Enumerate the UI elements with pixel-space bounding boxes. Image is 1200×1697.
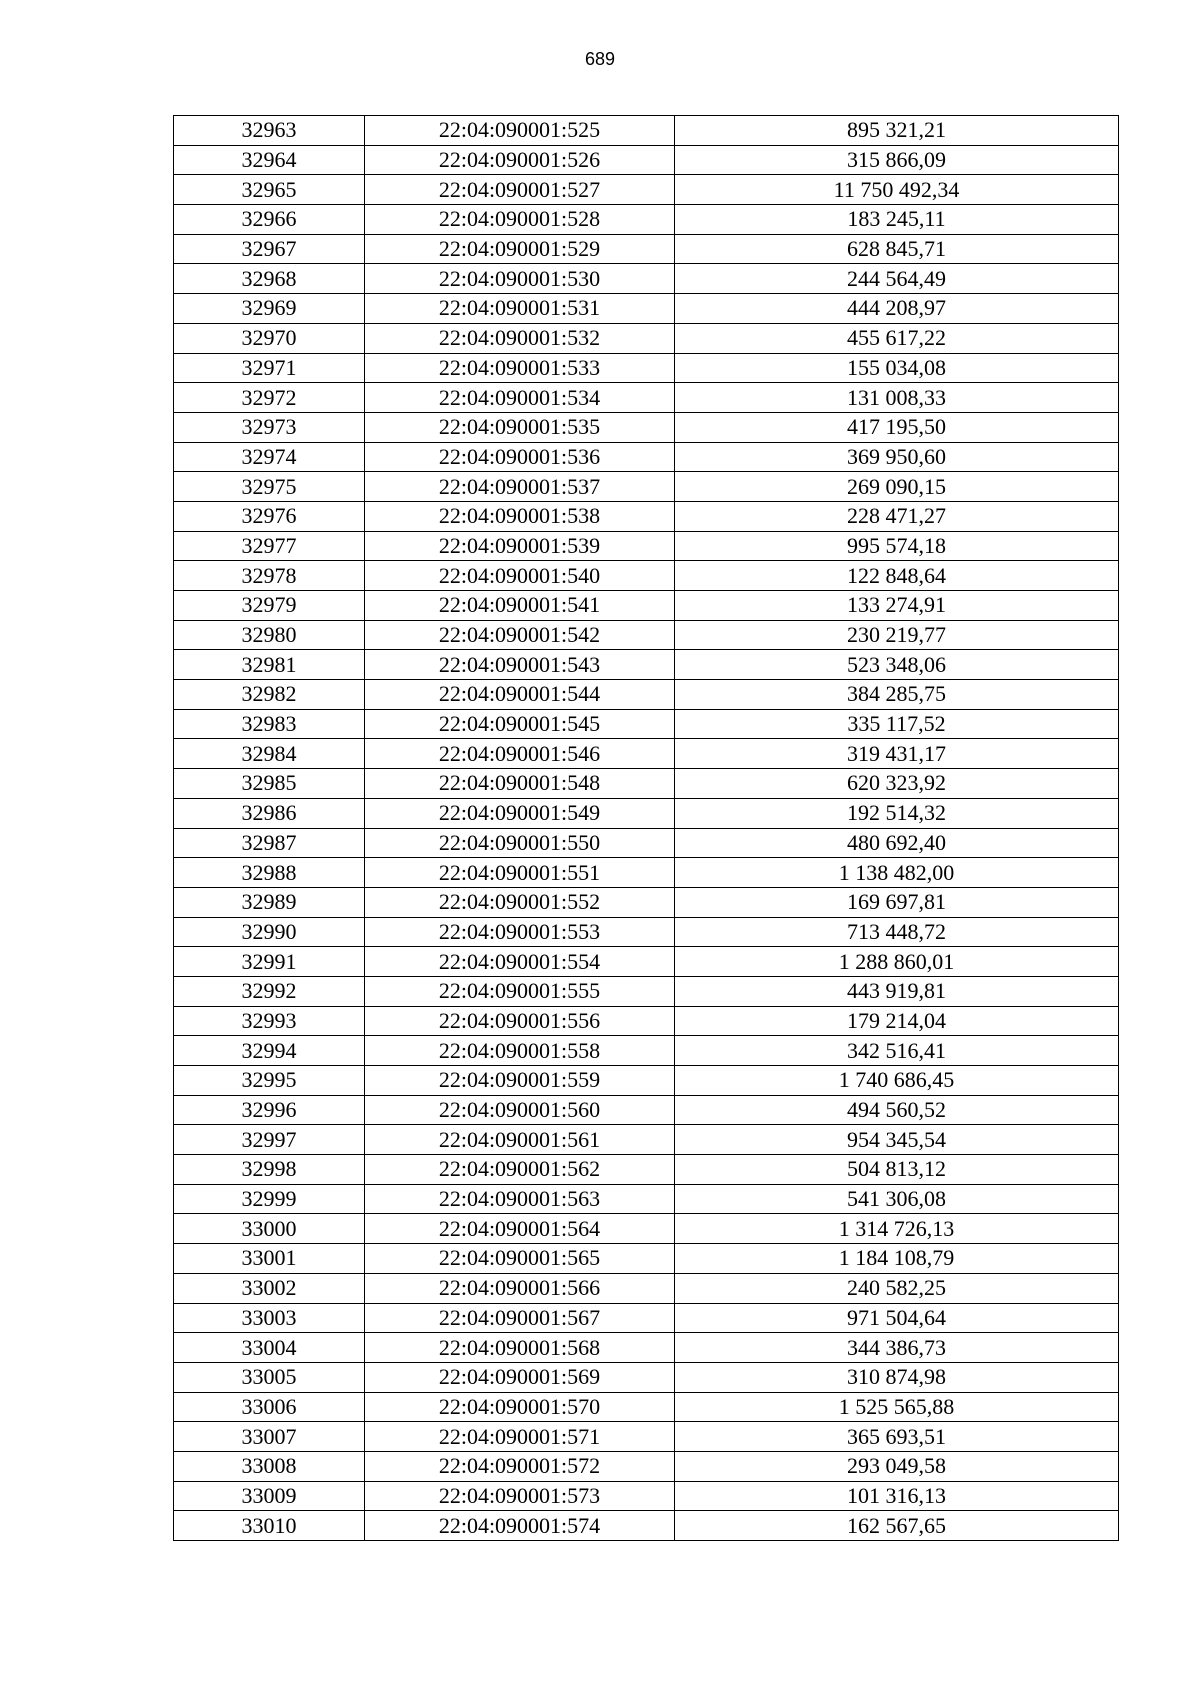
row-number-cell: 32973 (174, 412, 365, 442)
table-row (174, 531, 1119, 561)
table-row (174, 234, 1119, 264)
cadastral-number-cell: 22:04:090001:566 (365, 1273, 675, 1303)
row-number-cell: 32975 (174, 472, 365, 502)
table-row (174, 1036, 1119, 1066)
table-row (174, 1511, 1119, 1541)
cadastral-number-cell: 22:04:090001:529 (365, 234, 675, 264)
row-number-cell: 32978 (174, 561, 365, 591)
row-number-cell: 32996 (174, 1095, 365, 1125)
table-row (174, 947, 1119, 977)
cadastral-number-cell: 22:04:090001:573 (365, 1481, 675, 1511)
table-row (174, 769, 1119, 799)
value-cell: 122 848,64 (675, 561, 1119, 591)
table-row (174, 1392, 1119, 1422)
row-number-cell: 33010 (174, 1511, 365, 1541)
row-number-cell: 32990 (174, 917, 365, 947)
row-number-cell: 32983 (174, 709, 365, 739)
row-number-cell: 32995 (174, 1066, 365, 1096)
value-cell: 541 306,08 (675, 1184, 1119, 1214)
value-cell: 971 504,64 (675, 1303, 1119, 1333)
table-row (174, 591, 1119, 621)
cadastral-number-cell: 22:04:090001:528 (365, 205, 675, 235)
cadastral-number-cell: 22:04:090001:562 (365, 1155, 675, 1185)
table-row (174, 145, 1119, 175)
value-cell: 344 386,73 (675, 1333, 1119, 1363)
row-number-cell: 33007 (174, 1422, 365, 1452)
row-number-cell: 33001 (174, 1244, 365, 1274)
table-row (174, 739, 1119, 769)
cadastral-number-cell: 22:04:090001:530 (365, 264, 675, 294)
row-number-cell: 33004 (174, 1333, 365, 1363)
value-cell: 480 692,40 (675, 828, 1119, 858)
cadastral-number-cell: 22:04:090001:572 (365, 1451, 675, 1481)
cadastral-number-cell: 22:04:090001:559 (365, 1066, 675, 1096)
cadastral-number-cell: 22:04:090001:540 (365, 561, 675, 591)
table-row (174, 798, 1119, 828)
table-row (174, 383, 1119, 413)
value-cell: 523 348,06 (675, 650, 1119, 680)
table-row (174, 472, 1119, 502)
cadastral-number-cell: 22:04:090001:574 (365, 1511, 675, 1541)
row-number-cell: 32969 (174, 294, 365, 324)
row-number-cell: 32970 (174, 323, 365, 353)
cadastral-number-cell: 22:04:090001:567 (365, 1303, 675, 1333)
table-row (174, 858, 1119, 888)
value-cell: 444 208,97 (675, 294, 1119, 324)
table-row (174, 1066, 1119, 1096)
value-cell: 1 314 726,13 (675, 1214, 1119, 1244)
table-row (174, 709, 1119, 739)
cadastral-number-cell: 22:04:090001:569 (365, 1362, 675, 1392)
table-row (174, 1481, 1119, 1511)
table-row (174, 1451, 1119, 1481)
row-number-cell: 33008 (174, 1451, 365, 1481)
cadastral-number-cell: 22:04:090001:542 (365, 620, 675, 650)
value-cell: 315 866,09 (675, 145, 1119, 175)
value-cell: 269 090,15 (675, 472, 1119, 502)
table-row (174, 828, 1119, 858)
table-row (174, 353, 1119, 383)
table-row (174, 1095, 1119, 1125)
value-cell: 155 034,08 (675, 353, 1119, 383)
cadastral-number-cell: 22:04:090001:545 (365, 709, 675, 739)
row-number-cell: 32991 (174, 947, 365, 977)
value-cell: 895 321,21 (675, 116, 1119, 146)
row-number-cell: 32985 (174, 769, 365, 799)
registry-table-body (174, 116, 1119, 1541)
value-cell: 192 514,32 (675, 798, 1119, 828)
row-number-cell: 33009 (174, 1481, 365, 1511)
cadastral-number-cell: 22:04:090001:551 (365, 858, 675, 888)
table-row (174, 501, 1119, 531)
cadastral-number-cell: 22:04:090001:561 (365, 1125, 675, 1155)
table-row (174, 887, 1119, 917)
table-row (174, 264, 1119, 294)
cadastral-number-cell: 22:04:090001:546 (365, 739, 675, 769)
row-number-cell: 32963 (174, 116, 365, 146)
value-cell: 335 117,52 (675, 709, 1119, 739)
value-cell: 310 874,98 (675, 1362, 1119, 1392)
table-row (174, 323, 1119, 353)
cadastral-number-cell: 22:04:090001:533 (365, 353, 675, 383)
row-number-cell: 32979 (174, 591, 365, 621)
value-cell: 179 214,04 (675, 1006, 1119, 1036)
value-cell: 319 431,17 (675, 739, 1119, 769)
table-row (174, 561, 1119, 591)
cadastral-number-cell: 22:04:090001:531 (365, 294, 675, 324)
cadastral-number-cell: 22:04:090001:556 (365, 1006, 675, 1036)
cadastral-number-cell: 22:04:090001:525 (365, 116, 675, 146)
row-number-cell: 32987 (174, 828, 365, 858)
row-number-cell: 32998 (174, 1155, 365, 1185)
table-row (174, 1244, 1119, 1274)
value-cell: 494 560,52 (675, 1095, 1119, 1125)
row-number-cell: 32966 (174, 205, 365, 235)
row-number-cell: 33000 (174, 1214, 365, 1244)
table-row (174, 1303, 1119, 1333)
cadastral-number-cell: 22:04:090001:537 (365, 472, 675, 502)
cadastral-number-cell: 22:04:090001:544 (365, 680, 675, 710)
value-cell: 228 471,27 (675, 501, 1119, 531)
cadastral-number-cell: 22:04:090001:554 (365, 947, 675, 977)
value-cell: 342 516,41 (675, 1036, 1119, 1066)
value-cell: 240 582,25 (675, 1273, 1119, 1303)
cadastral-number-cell: 22:04:090001:563 (365, 1184, 675, 1214)
value-cell: 133 274,91 (675, 591, 1119, 621)
value-cell: 11 750 492,34 (675, 175, 1119, 205)
table-row (174, 1184, 1119, 1214)
row-number-cell: 33006 (174, 1392, 365, 1422)
cadastral-number-cell: 22:04:090001:549 (365, 798, 675, 828)
row-number-cell: 32972 (174, 383, 365, 413)
cadastral-number-cell: 22:04:090001:550 (365, 828, 675, 858)
row-number-cell: 32989 (174, 887, 365, 917)
table-row (174, 680, 1119, 710)
table-row (174, 1273, 1119, 1303)
cadastral-number-cell: 22:04:090001:570 (365, 1392, 675, 1422)
value-cell: 1 138 482,00 (675, 858, 1119, 888)
table-row (174, 116, 1119, 146)
table-row (174, 1006, 1119, 1036)
value-cell: 620 323,92 (675, 769, 1119, 799)
value-cell: 365 693,51 (675, 1422, 1119, 1452)
row-number-cell: 32967 (174, 234, 365, 264)
cadastral-number-cell: 22:04:090001:536 (365, 442, 675, 472)
table-row (174, 175, 1119, 205)
value-cell: 101 316,13 (675, 1481, 1119, 1511)
value-cell: 183 245,11 (675, 205, 1119, 235)
cadastral-number-cell: 22:04:090001:552 (365, 887, 675, 917)
cadastral-number-cell: 22:04:090001:558 (365, 1036, 675, 1066)
value-cell: 293 049,58 (675, 1451, 1119, 1481)
cadastral-number-cell: 22:04:090001:543 (365, 650, 675, 680)
row-number-cell: 32988 (174, 858, 365, 888)
row-number-cell: 32994 (174, 1036, 365, 1066)
table-row (174, 620, 1119, 650)
row-number-cell: 32993 (174, 1006, 365, 1036)
cadastral-number-cell: 22:04:090001:526 (365, 145, 675, 175)
table-row (174, 1125, 1119, 1155)
value-cell: 1 184 108,79 (675, 1244, 1119, 1274)
cadastral-number-cell: 22:04:090001:541 (365, 591, 675, 621)
table-row (174, 1155, 1119, 1185)
cadastral-number-cell: 22:04:090001:534 (365, 383, 675, 413)
row-number-cell: 32999 (174, 1184, 365, 1214)
cadastral-number-cell: 22:04:090001:535 (365, 412, 675, 442)
value-cell: 504 813,12 (675, 1155, 1119, 1185)
row-number-cell: 32980 (174, 620, 365, 650)
table-row (174, 1333, 1119, 1363)
value-cell: 131 008,33 (675, 383, 1119, 413)
value-cell: 713 448,72 (675, 917, 1119, 947)
cadastral-number-cell: 22:04:090001:571 (365, 1422, 675, 1452)
table-row (174, 442, 1119, 472)
cadastral-number-cell: 22:04:090001:553 (365, 917, 675, 947)
cadastral-number-cell: 22:04:090001:548 (365, 769, 675, 799)
cadastral-number-cell: 22:04:090001:565 (365, 1244, 675, 1274)
row-number-cell: 32981 (174, 650, 365, 680)
value-cell: 369 950,60 (675, 442, 1119, 472)
table-row (174, 1362, 1119, 1392)
value-cell: 230 219,77 (675, 620, 1119, 650)
row-number-cell: 32965 (174, 175, 365, 205)
row-number-cell: 32977 (174, 531, 365, 561)
row-number-cell: 33002 (174, 1273, 365, 1303)
table-row (174, 650, 1119, 680)
value-cell: 628 845,71 (675, 234, 1119, 264)
row-number-cell: 32971 (174, 353, 365, 383)
value-cell: 1 288 860,01 (675, 947, 1119, 977)
row-number-cell: 32968 (174, 264, 365, 294)
value-cell: 244 564,49 (675, 264, 1119, 294)
row-number-cell: 32992 (174, 976, 365, 1006)
table-row (174, 1214, 1119, 1244)
value-cell: 384 285,75 (675, 680, 1119, 710)
table-row (174, 205, 1119, 235)
cadastral-number-cell: 22:04:090001:564 (365, 1214, 675, 1244)
cadastral-number-cell: 22:04:090001:539 (365, 531, 675, 561)
table-row (174, 294, 1119, 324)
value-cell: 162 567,65 (675, 1511, 1119, 1541)
row-number-cell: 32984 (174, 739, 365, 769)
value-cell: 954 345,54 (675, 1125, 1119, 1155)
cadastral-number-cell: 22:04:090001:560 (365, 1095, 675, 1125)
row-number-cell: 33005 (174, 1362, 365, 1392)
row-number-cell: 32982 (174, 680, 365, 710)
value-cell: 443 919,81 (675, 976, 1119, 1006)
registry-table (173, 115, 1119, 1541)
table-row (174, 412, 1119, 442)
row-number-cell: 33003 (174, 1303, 365, 1333)
value-cell: 1 740 686,45 (675, 1066, 1119, 1096)
value-cell: 169 697,81 (675, 887, 1119, 917)
value-cell: 1 525 565,88 (675, 1392, 1119, 1422)
row-number-cell: 32974 (174, 442, 365, 472)
table-row (174, 1422, 1119, 1452)
value-cell: 455 617,22 (675, 323, 1119, 353)
table-row (174, 917, 1119, 947)
cadastral-number-cell: 22:04:090001:568 (365, 1333, 675, 1363)
cadastral-number-cell: 22:04:090001:538 (365, 501, 675, 531)
cadastral-number-cell: 22:04:090001:532 (365, 323, 675, 353)
value-cell: 417 195,50 (675, 412, 1119, 442)
row-number-cell: 32976 (174, 501, 365, 531)
row-number-cell: 32997 (174, 1125, 365, 1155)
row-number-cell: 32964 (174, 145, 365, 175)
value-cell: 995 574,18 (675, 531, 1119, 561)
table-row (174, 976, 1119, 1006)
row-number-cell: 32986 (174, 798, 365, 828)
page-number: 689 (584, 49, 616, 69)
cadastral-number-cell: 22:04:090001:527 (365, 175, 675, 205)
cadastral-number-cell: 22:04:090001:555 (365, 976, 675, 1006)
